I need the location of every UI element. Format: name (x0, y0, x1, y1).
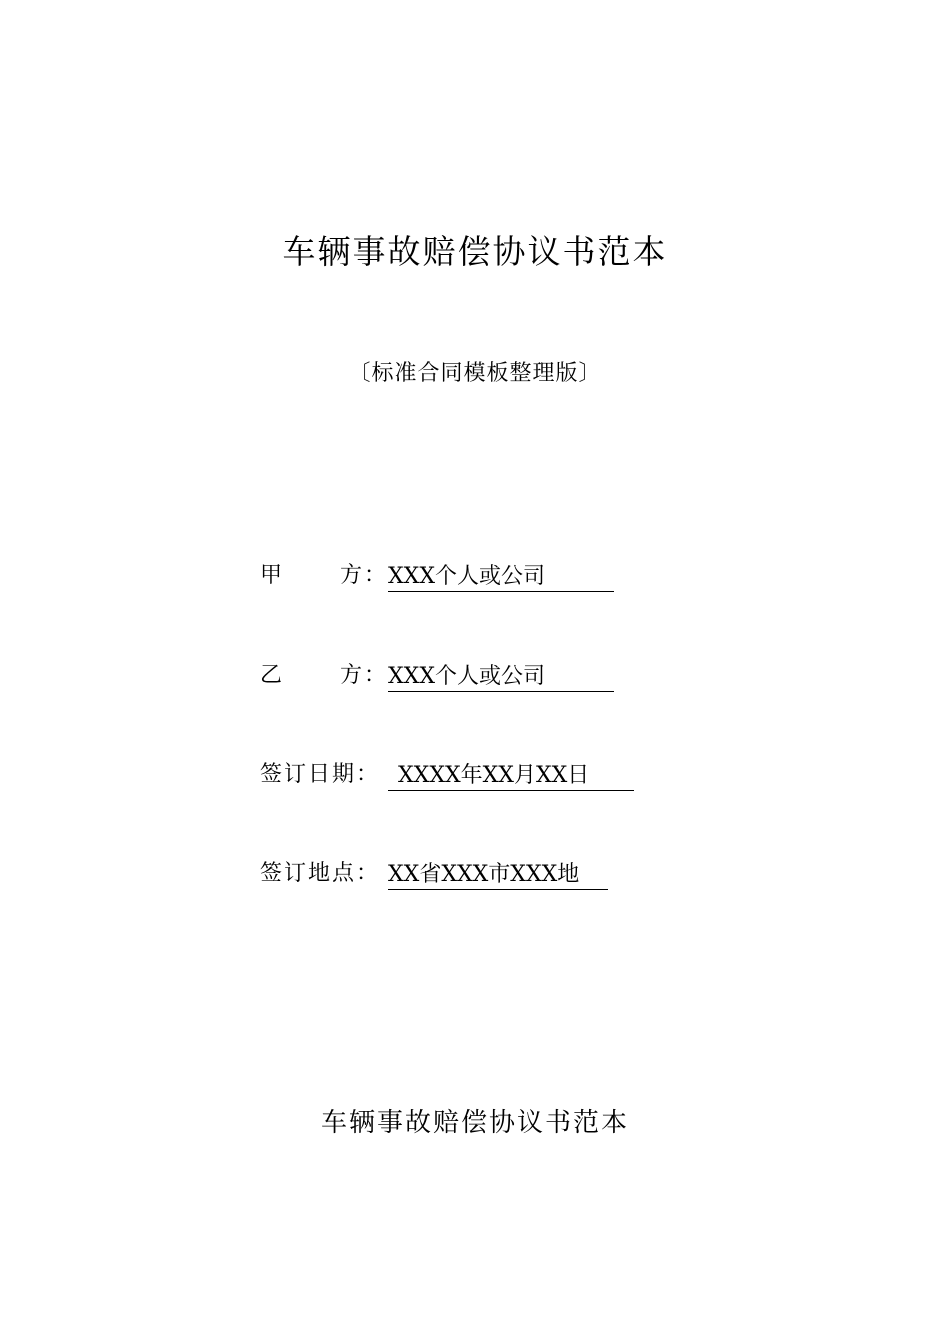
signing-place-label: 签订地点： (260, 861, 381, 886)
signing-date-value: XXXX年XX月XX日 (388, 763, 634, 791)
party-b-value: XXX个人或公司 (388, 664, 614, 692)
signing-date-field (260, 759, 634, 791)
document-title: 车辆事故赔偿协议书范本 (282, 232, 668, 271)
signing-place-field (260, 858, 608, 890)
footer-title: 车辆事故赔偿协议书范本 (320, 1108, 629, 1138)
party-a-label-char: 甲 (260, 563, 285, 588)
party-b-field (260, 660, 614, 692)
signing-date-label: 签订日期： (260, 762, 381, 787)
party-a-label-suffix: 方： (339, 563, 388, 588)
party-a-field (260, 560, 614, 592)
document-subtitle: 〔标准合同模板整理版〕 (348, 361, 602, 386)
party-a-value: XXX个人或公司 (388, 564, 614, 592)
party-b-label-suffix: 方： (339, 663, 388, 688)
signing-place-value: XX省XXX市XXX地 (388, 862, 608, 890)
party-a-label (260, 560, 388, 592)
party-b-label-char: 乙 (260, 663, 285, 688)
party-b-label (260, 660, 388, 692)
